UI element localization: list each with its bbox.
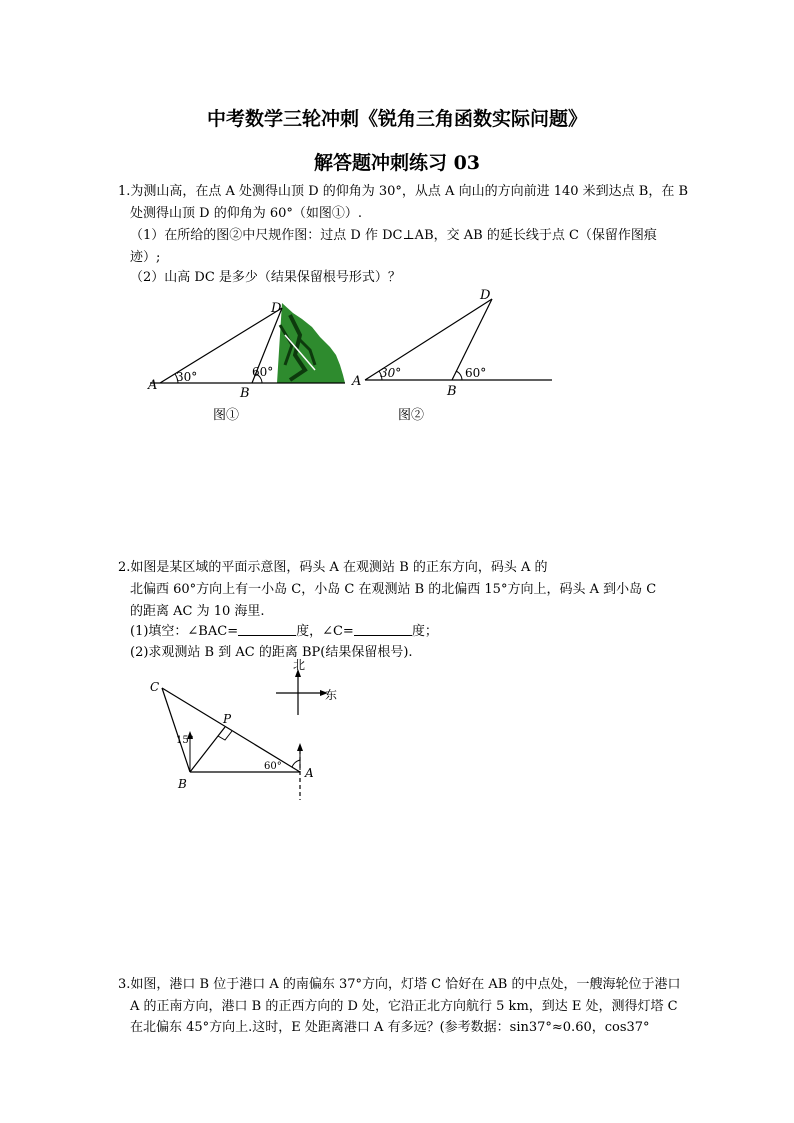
q2-fill-suffix: 度； [411,624,438,639]
angle-60-label: 60° [252,365,274,379]
answer-blank-2[interactable] [354,623,412,636]
q1-line4: 迹）; [130,250,161,265]
label-A: A [352,374,362,389]
page-subtitle: 解答题冲刺练习 03 [313,152,481,174]
angle-60-label: 60° [264,761,282,772]
east-label: 东 [325,688,338,702]
angle-30-label: 30° [380,366,402,380]
label-B: B [240,386,250,401]
q2-line1: 2.如图是某区域的平面示意图，码头 A 在观测站 B 的正东方向，码头 A 的 [118,560,548,575]
angle-15-label: 15° [176,735,194,746]
label-C: C [150,680,160,694]
label-D: D [271,301,282,316]
label-B: B [447,384,457,399]
label-D: D [480,288,491,303]
angle-30-label: 30° [176,370,198,384]
label-A: A [305,766,314,780]
angle-arc-A [292,760,300,767]
q2-line3: 的距离 AC 为 10 海里. [130,604,265,619]
q2-line5: (2)求观测站 B 到 AC 的距离 BP(结果保留根号). [130,645,413,660]
mountain-image [277,303,345,383]
angle-60-label: 60° [465,366,487,380]
q3-line2: A 的正南方向，港口 B 的正西方向的 D 处，它沿正北方向航行 5 km，到达 E 处，测得灯塔 C [130,999,678,1014]
q2-line2: 北偏西 60°方向上有一小岛 C，小岛 C 在观测站 B 的北偏西 15°方向上，码头 A 到小岛 C [130,582,657,597]
q3-line1: 3.如图，港口 B 位于港口 A 的南偏东 37°方向，灯塔 C 恰好在 AB 的中点处，一艘海轮位于港口 [118,977,681,992]
line-CA [162,688,300,772]
answer-blank-1[interactable] [238,623,296,636]
line-CB [162,688,190,772]
label-P: P [223,712,232,726]
label-B: B [178,777,187,791]
compass-icon [276,669,328,715]
q1-figure-2 [340,285,555,405]
label-A: A [148,378,158,393]
line-BP [190,727,225,772]
q1-figure-1 [140,295,355,425]
q3-line3: 在北偏东 45°方向上.这时，E 处距离港口 A 有多远？(参考数据：sin37°≈0.60，cos37° [130,1020,650,1035]
q1-figure-2-caption: 图② [398,408,425,423]
q1-line3: （1）在所给的图②中尺规作图：过点 D 作 DC⊥AB，交 AB 的延长线于点 C（保留作图痕 [130,228,657,243]
q1-line5: （2）山高 DC 是多少（结果保留根号形式）？ [130,270,401,285]
north-arrow-A [297,743,303,751]
q2-fill-2-prefix: 度，∠C= [296,624,354,639]
page-title: 中考数学三轮冲刺《锐角三角函数实际问题》 [206,108,587,130]
north-label: 北 [293,658,306,672]
angle-arc-B [456,371,462,380]
q2-figure [140,655,350,805]
q2-fill-1-prefix: (1)填空：∠BAC= [130,624,239,639]
q1-line1: 1.为测山高，在点 A 处测得山顶 D 的仰角为 30°，从点 A 向山的方向前进 140 米到达点 B，在 B [118,184,689,199]
q2-line4 [130,620,438,639]
q1-figure-1-caption: 图① [213,408,240,423]
q1-line2: 处测得山顶 D 的仰角为 60°（如图①）. [130,206,362,221]
